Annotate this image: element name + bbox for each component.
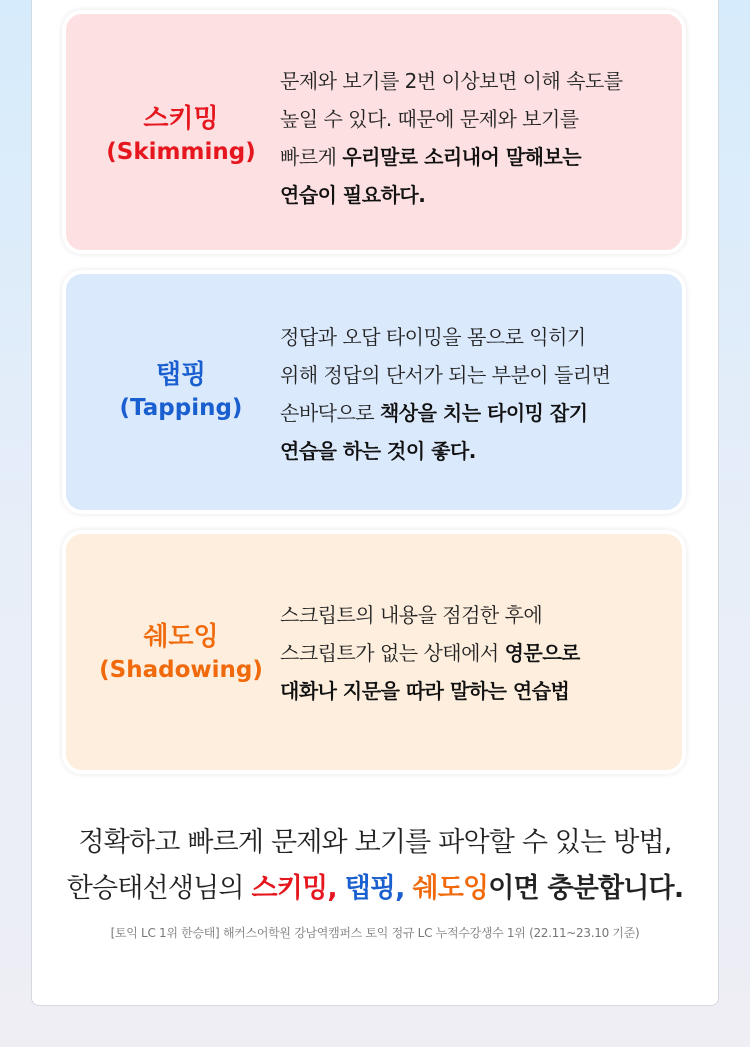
tapping-card [62, 270, 686, 514]
summary-skimming: 스키밍, [251, 873, 337, 904]
description-line: 위해 정답의 단서가 되는 부분이 들리면 [280, 363, 611, 387]
shadowing-label [66, 620, 296, 686]
description-line: 연습을 하는 것이 좋다. [280, 439, 476, 463]
skimming-description [280, 62, 660, 214]
description-line: 대화나 지문을 따라 말하는 연습법 [280, 679, 570, 703]
summary-shadowing: 쉐도잉 [412, 873, 489, 904]
description-line: 빠르게 우리말로 소리내어 말해보는 [280, 145, 582, 169]
description-line: 높일 수 있다. 때문에 문제와 보기를 [280, 107, 579, 131]
tapping-title: 탭핑 [155, 360, 207, 390]
description-line: 문제와 보기를 2번 이상보면 이해 속도를 [280, 69, 623, 93]
description-line: 손바닥으로 책상을 치는 타이밍 잡기 [280, 401, 588, 425]
shadowing-title: 쉐도잉 [143, 622, 219, 652]
description-line: 정답과 오답 타이밍을 몸으로 익히기 [280, 325, 586, 349]
shadowing-description [280, 596, 660, 710]
tapping-description [280, 318, 660, 470]
skimming-title-en: (Skimming) [106, 139, 256, 165]
skimming-card [62, 10, 686, 254]
description-line: 스크립트가 없는 상태에서 영문으로 [280, 641, 580, 665]
tapping-label [66, 358, 296, 424]
description-line: 스크립트의 내용을 점검한 후에 [280, 603, 543, 627]
footnote: [토익 LC 1위 한승태] 해커스어학원 강남역캠퍼스 토익 정규 LC 누적수강생수 1위 (22.11~23.10 기준) [110, 926, 640, 940]
summary-line-1: 정확하고 빠르게 문제와 보기를 파악할 수 있는 방법, [78, 827, 672, 858]
summary-line-2: 한승태선생님의 스키밍, 탭핑, 쉐도잉이면 충분합니다. [66, 873, 684, 904]
shadowing-title-en: (Shadowing) [99, 657, 263, 683]
tapping-title-en: (Tapping) [119, 395, 243, 421]
summary-tapping: 탭핑, [344, 873, 405, 904]
skimming-label [66, 102, 296, 168]
skimming-title: 스키밍 [143, 104, 219, 134]
description-line: 연습이 필요하다. [280, 183, 426, 207]
shadowing-card [62, 530, 686, 774]
